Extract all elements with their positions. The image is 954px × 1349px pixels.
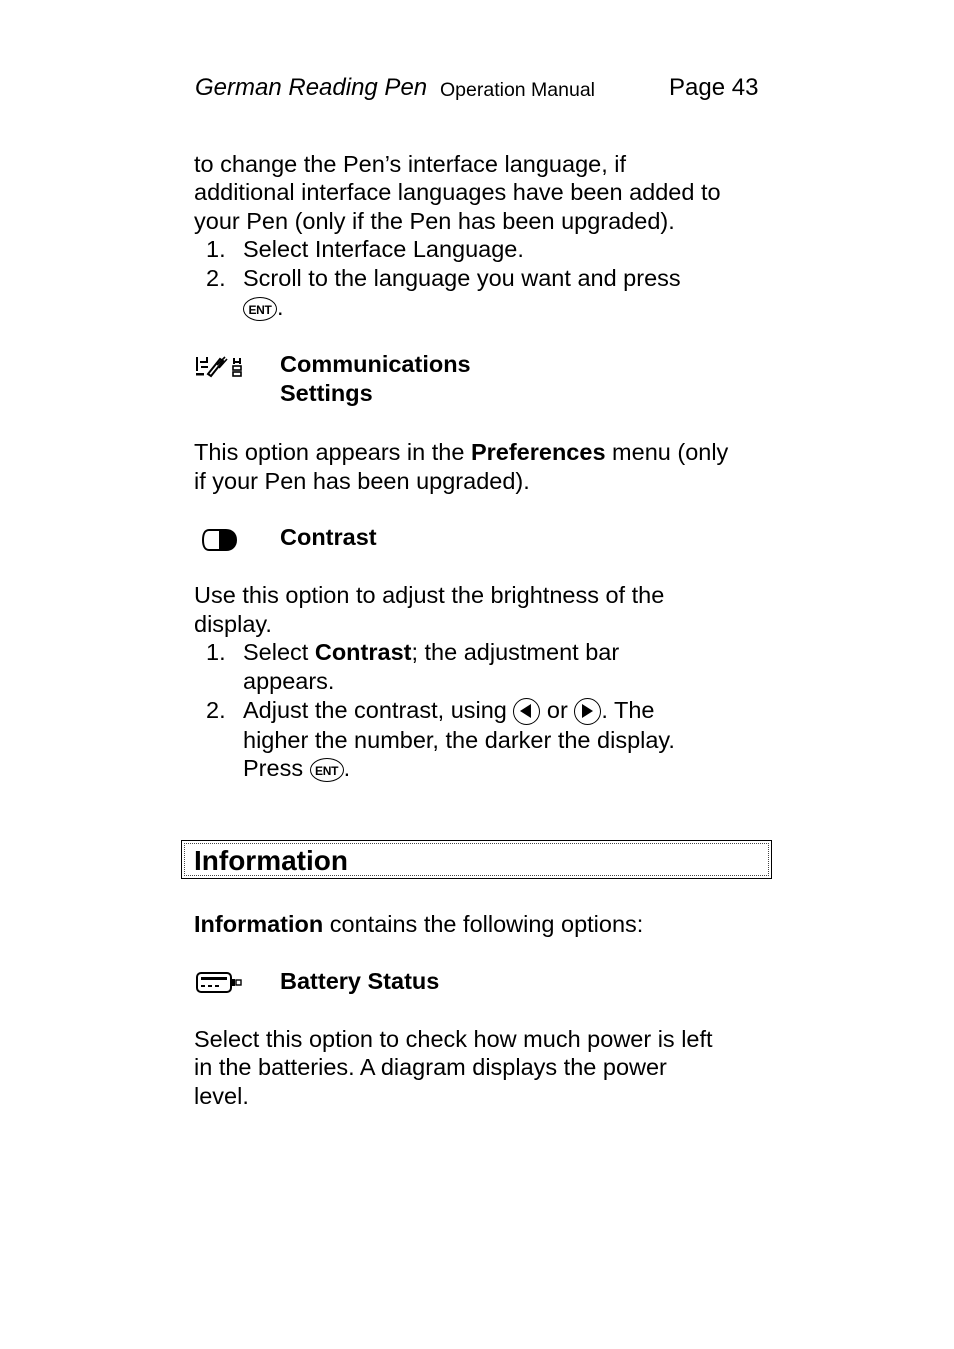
information-intro: Information contains the following options: [194,911,644,937]
ent-key-icon: ENT [243,297,277,321]
communications-desc-line-1: This option appears in the Preferences menu (only [194,439,729,465]
communications-desc-line-2: if your Pen has been upgraded). [194,468,530,494]
contrast-step-2-number: 2. [206,697,226,723]
intro-step-2-number: 2. [206,265,226,291]
contrast-title: Contrast [280,524,377,550]
contrast-step-1-line-2: appears. [243,668,335,694]
contrast-desc-line-2: display. [194,611,272,637]
intro-line-2: additional interface languages have been added to [194,179,721,205]
intro-step-1-text: Select Interface Language. [243,236,524,262]
ent-key-icon: ENT [310,758,344,782]
intro-line-3: your Pen (only if the Pen has been upgraded). [194,208,675,234]
manual-subtitle: Operation Manual [440,79,596,101]
intro-step-2-key-line [243,293,284,322]
contrast-step-1-number: 1. [206,639,226,665]
contrast-icon [200,528,240,557]
contrast-desc-line-1: Use this option to adjust the brightness of the [194,582,665,608]
battery-desc-line-2: in the batteries. A diagram displays the power [194,1054,667,1080]
page-number: Page 43 [669,74,759,101]
intro-step-2-text: Scroll to the language you want and press [243,265,681,291]
intro-line-1: to change the Pen’s interface language, if [194,151,627,177]
contrast-step-2-line-3: Press ENT . [243,755,351,781]
contrast-step-2-text: Adjust the contrast, using or . The [243,696,655,725]
battery-status-icon [195,970,243,1001]
contrast-step-2-line-2: higher the number, the darker the display. [243,727,675,753]
battery-desc-line-1: Select this option to check how much power is left [194,1026,713,1052]
left-arrow-key-icon [513,698,540,725]
intro-step-1-number: 1. [206,236,226,262]
contrast-option-name: Contrast [314,639,412,665]
communications-settings-icon [195,355,243,384]
contrast-step-1-text: Select Contrast; the adjustment bar [243,639,620,665]
battery-desc-line-3: level. [194,1083,249,1109]
intro-step-2-period: . [277,294,284,320]
manual-title: German Reading Pen [195,74,428,101]
right-arrow-key-icon [574,698,601,725]
communications-settings-title-line-1: Communications [280,351,471,377]
preferences-menu-name: Preferences [470,439,606,465]
communications-settings-title-line-2: Settings [280,380,373,406]
battery-status-title: Battery Status [280,968,440,994]
information-heading: Information [194,845,348,876]
